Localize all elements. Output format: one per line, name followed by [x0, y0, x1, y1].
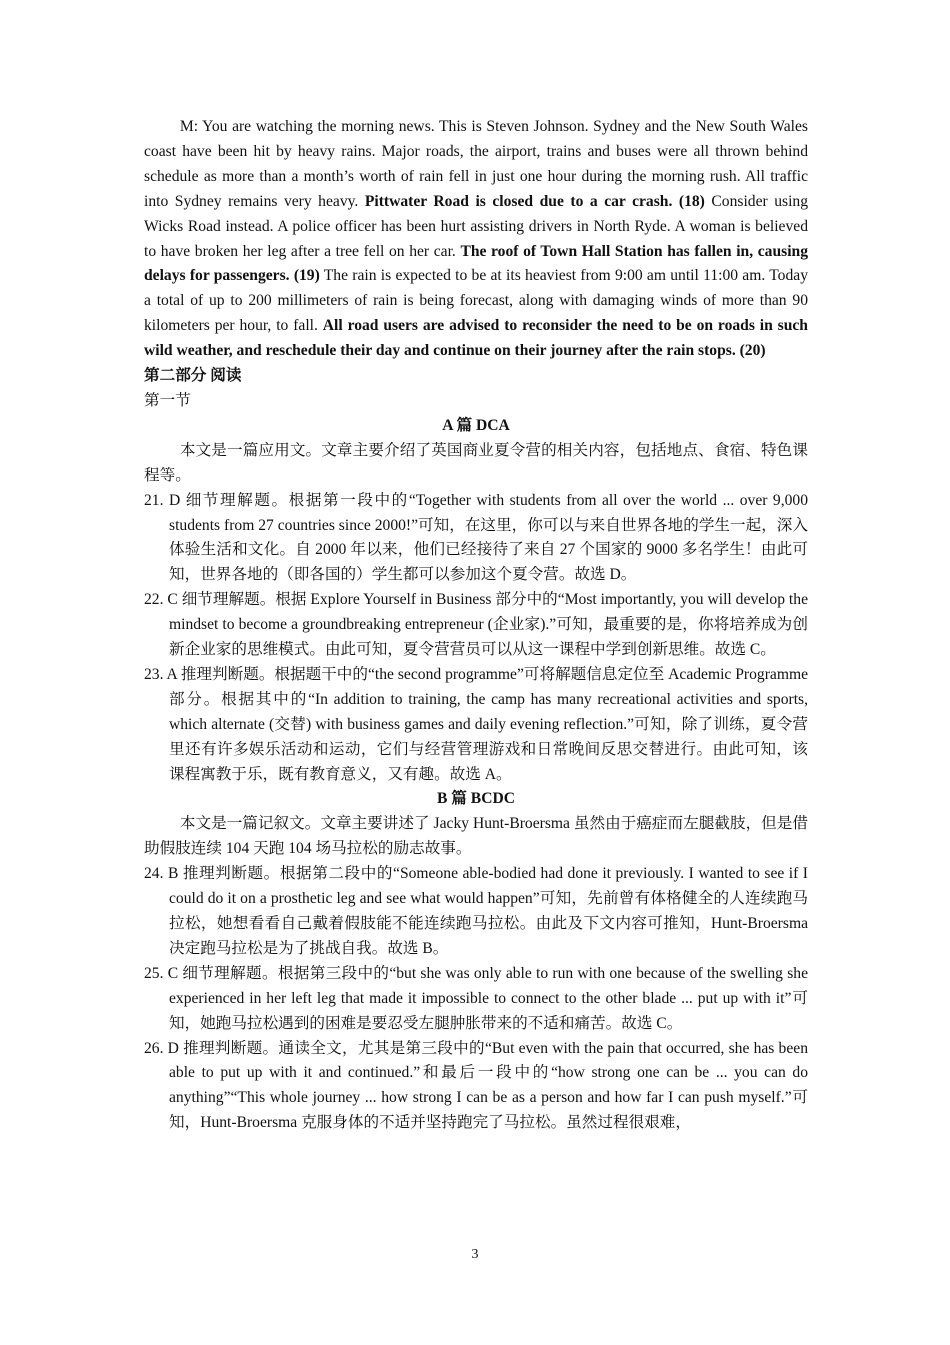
document-page [144, 115, 808, 1136]
transcript-text: Consider using Wicks Road instead. A police officer has been hurt assisting drivers in North Ryde. A woman is believed to have broken her leg after a tree fell on her car. [144, 192, 809, 260]
answer-item-22: 22. C 细节理解题。根据 Explore Yourself in Business 部分中的“Most importantly, you will develop the mindset to become a groundbreaking entrepreneur (企业家).”可知，最重要的是，你将培养成为创新企业家的思维模式。由此可知，夏令营营员可以从这一课程中学到创新思维。故选 C。 [144, 591, 808, 659]
section-heading: 第一节 [144, 391, 191, 409]
passage-b-intro: 本文是一篇记叙文。文章主要讲述了 Jacky Hunt-Broersma 虽然由于癌症而左腿截肢，但是借助假肢连续 104 天跑 104 场马拉松的励志故事。 [144, 815, 808, 858]
listening-transcript [144, 115, 808, 364]
page-number: 3 [471, 1247, 479, 1262]
answer-item-26: 26. D 推理判断题。通读全文，尤其是第三段中的“But even with the pain that occurred, she has been able to put up with it and continued.”和最后一段中的“how strong one can be ... you can do anything”“This whole journey ... how strong I can be as a person and how far I can push myself.”可知，Hunt-Broersma 克服身体的不适并坚持跑完了马拉松。虽然过程很艰难， [144, 1039, 808, 1132]
answer-item-23: 23. A 推理判断题。根据题干中的“the second programme”可将解题信息定位至 Academic Programme 部分。根据其中的“In addition to training, the camp has many recreational activities and sports, which alternate (交替) with business games and daily evening reflection.”可知，除了训练，夏令营里还有许多娱乐活动和运动，它们与经营管理游戏和日常晚间反思交替进行。由此可知，该课程寓教于乐，既有教育意义，又有趣。故选 A。 [144, 665, 808, 783]
passage-a-intro: 本文是一篇应用文。文章主要介绍了英国商业夏令营的相关内容，包括地点、食宿、特色课程等。 [144, 441, 808, 484]
part-heading: 第二部分 阅读 [144, 367, 242, 385]
passage-a-title: A 篇 DCA [442, 416, 510, 434]
answer-19: The roof of Town Hall Station has fallen in, causing delays for passengers. (19) [144, 242, 808, 285]
answer-item-21: 21. D 细节理解题。根据第一段中的“Together with students from all over the world ... over 9,000 students from 27 countries since 2000!”可知，在这里，你可以与来自世界各地的学生一起，深入体验生活和文化。自 2000 年以来，他们已经接待了来自 27 个国家的 9000 多名学生！由此可知，世界各地的（即各国的）学生都可以参加这个夏令营。故选 D。 [144, 491, 808, 584]
transcript-text: M: You are watching the morning news. This is Steven Johnson. Sydney and the New South Wales coast have been hit by heavy rains. Major roads, the airport, trains and buses were all thrown behind schedule as more than a month’s worth of rain fell in just one hour during the morning rush. All traffic into Sydney remains very heavy. [144, 118, 808, 210]
passage-b-title: B 篇 BCDC [437, 790, 515, 808]
answer-item-25: 25. C 细节理解题。根据第三段中的“but she was only able to run with one because of the swelling she experienced in her left leg that made it impossible to connect to the other blade ... put up with it”可知，她跑马拉松遇到的困难是要忍受左腿肿胀带来的不适和痛苦。故选 C。 [144, 964, 808, 1032]
answer-18: Pittwater Road is closed due to a car crash. (18) [364, 192, 705, 210]
transcript-text: The rain is expected to be at its heaviest from 9:00 am until 11:00 am. Today a total of up to 200 millimeters of rain is being forecast, along with damaging winds of more than 90 kilometers per hour, to fall. [144, 267, 808, 335]
answer-20: All road users are advised to reconsider the need to be on roads in such wild weather, and reschedule their day and continue on their journey after the rain stops. (20) [144, 317, 808, 360]
answer-item-24: 24. B 推理判断题。根据第二段中的“Someone able-bodied had done it previously. I wanted to see if I could do it on a prosthetic leg and see what would happen”可知，先前曾有体格健全的人连续跑马拉松，她想看看自己戴着假肢能不能连续跑马拉松。由此及下文内容可推知，Hunt-Broersma 决定跑马拉松是为了挑战自我。故选 B。 [144, 865, 808, 957]
